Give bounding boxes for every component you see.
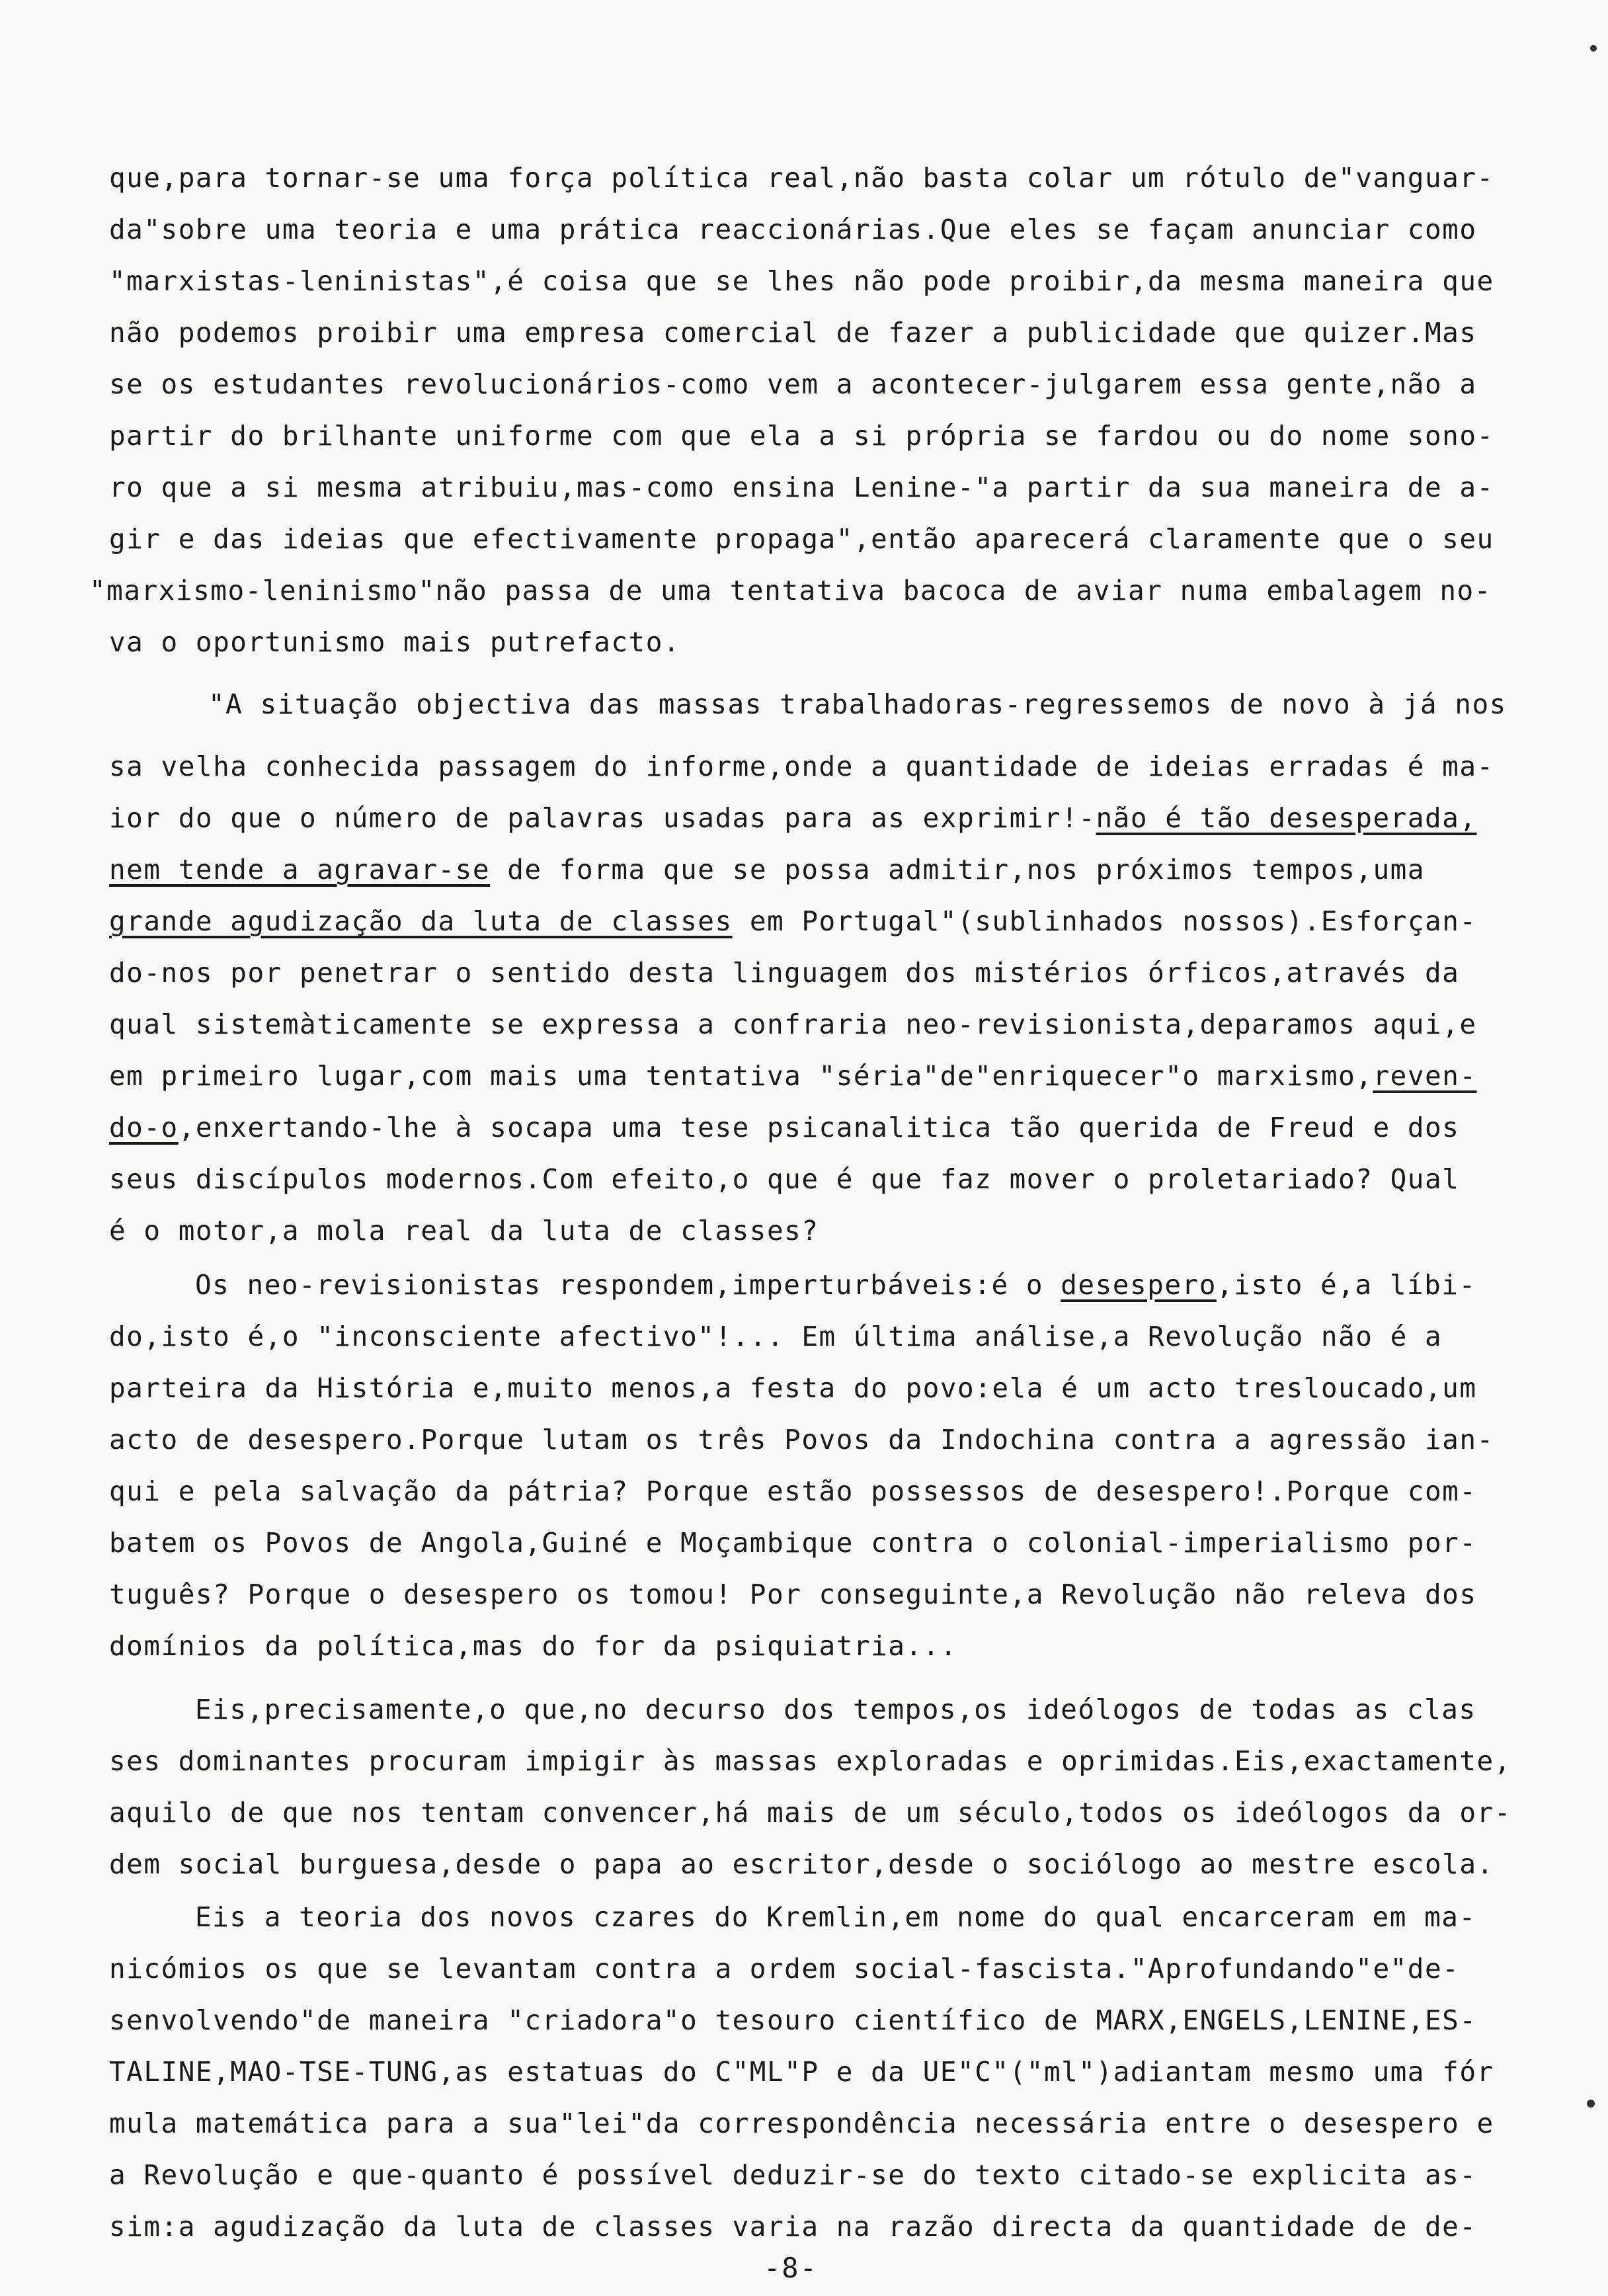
underlined-phrase: do-o	[109, 1112, 179, 1143]
text-run: Eis,precisamente,o que,no decurso dos tempos,os ideólogos de todas as clas	[195, 1694, 1476, 1725]
text-line	[109, 1629, 1498, 1662]
text-run: ro que a si mesma atribuiu,mas-como ensina Lenine-"a partir da sua maneira de a-	[109, 472, 1494, 503]
text-line	[109, 1111, 1498, 1144]
underlined-phrase: desespero	[1061, 1269, 1217, 1301]
text-run: é o motor,a mola real da luta de classes?	[109, 1215, 819, 1247]
underlined-phrase: não é tão desesperada,	[1096, 802, 1477, 834]
text-run: mula matemática para a sua"lei"da correspondência necessária entre o desespero e	[109, 2108, 1494, 2139]
text-line	[109, 905, 1498, 938]
text-run: sim:a agudização da luta de classes varia na razão directa da quantidade de de-	[109, 2211, 1477, 2242]
text-line	[109, 2158, 1498, 2192]
text-line	[109, 1320, 1498, 1353]
text-line	[109, 368, 1498, 401]
text-line	[109, 419, 1498, 452]
text-run: "A situação objectiva das massas trabalhadoras-regressemos de novo à já nos	[208, 688, 1507, 720]
text-line	[109, 1423, 1498, 1456]
text-run: do-nos por penetrar o sentido desta linguagem dos mistérios órficos,através da	[109, 957, 1460, 989]
text-line	[109, 626, 1498, 659]
text-run: gir e das ideias que efectivamente propaga",então aparecerá claramente que o seu	[109, 523, 1494, 555]
text-run: batem os Povos de Angola,Guiné e Moçambique contra o colonial-imperialismo por-	[109, 1527, 1477, 1559]
text-run: qual sistemàticamente se expressa a confraria neo-revisionista,deparamos aqui,e	[109, 1008, 1477, 1040]
text-run: seus discípulos modernos.Com efeito,o que é que faz mover o proletariado? Qual	[109, 1163, 1460, 1195]
text-run: em Portugal"(sublinhados nossos).Esforçan-	[732, 905, 1477, 937]
text-run: domínios da política,mas do for da psiquiatria...	[109, 1630, 958, 1662]
text-run: a Revolução e que-quanto é possível deduzir-se do texto citado-se explicita as-	[109, 2159, 1477, 2191]
text-run: acto de desespero.Porque lutam os três Povos da Indochina contra a agressão ian-	[109, 1424, 1494, 1456]
text-line	[109, 2055, 1498, 2088]
text-run: Eis a teoria dos novos czares do Kremlin,em nome do qual encarceram em ma-	[195, 1901, 1476, 1933]
text-run: parteira da História e,muito menos,a festa do povo:ela é um acto tresloucado,um	[109, 1372, 1477, 1404]
text-line	[109, 265, 1498, 298]
text-line	[195, 1693, 1584, 1726]
text-run: senvolvendo"de maneira "criadora"o tesouro científico de MARX,ENGELS,LENINE,ES-	[109, 2004, 1477, 2036]
text-line	[208, 688, 1597, 721]
text-run: que,para tornar-se uma força política real,não basta colar um rótulo de"vanguar-	[109, 162, 1494, 194]
text-line	[109, 1163, 1498, 1196]
text-run: aquilo de que nos tentam convencer,há mais de um século,todos os ideólogos da or-	[109, 1797, 1511, 1828]
text-line	[109, 2107, 1498, 2140]
text-line	[109, 1744, 1511, 1778]
text-run: ,isto é,a líbi-	[1216, 1269, 1476, 1301]
text-run: Os neo-revisionistas respondem,imperturbáveis:é o	[195, 1269, 1061, 1301]
text-line	[109, 316, 1498, 349]
text-line	[89, 574, 1492, 607]
text-run: sa velha conhecida passagem do informe,onde a quantidade de ideias erradas é ma-	[109, 751, 1494, 782]
text-run: do,isto é,o "inconsciente afectivo"!... Em última análise,a Revolução não é a	[109, 1321, 1443, 1352]
text-line	[109, 213, 1498, 246]
text-line	[109, 471, 1498, 504]
text-line	[109, 750, 1498, 783]
text-line	[109, 1372, 1498, 1405]
text-run: qui e pela salvação da pátria? Porque estão possessos de desespero!.Porque com-	[109, 1475, 1477, 1507]
scan-speck	[1590, 45, 1597, 52]
text-line	[109, 2210, 1498, 2243]
text-run: tuguês? Porque o desespero os tomou! Por conseguinte,a Revolução não releva dos	[109, 1578, 1477, 1610]
page-number: -8-	[764, 2252, 818, 2284]
text-line	[109, 1796, 1511, 1829]
text-line	[109, 1059, 1498, 1092]
text-run: partir do brilhante uniforme com que ela a si própria se fardou ou do nome sono-	[109, 420, 1494, 452]
text-line	[109, 853, 1498, 886]
underlined-phrase: grande agudização da luta de classes	[109, 905, 733, 937]
text-run: va o oportunismo mais putrefacto.	[109, 626, 681, 658]
text-run: ,enxertando-lhe à socapa uma tese psicanalitica tão querida de Freud e dos	[178, 1112, 1460, 1143]
text-run: de forma que se possa admitir,nos próximos tempos,uma	[490, 854, 1426, 885]
text-line	[109, 1848, 1498, 1881]
text-line	[109, 1475, 1498, 1508]
text-line	[195, 1901, 1584, 1934]
scan-speck	[1587, 2100, 1595, 2108]
text-line	[109, 1008, 1498, 1041]
underlined-phrase: nem tende a agravar-se	[109, 854, 491, 885]
text-run: "marxistas-leninistas",é coisa que se lhes não pode proibir,da mesma maneira que	[109, 265, 1494, 297]
text-run: se os estudantes revolucionários-como vem a acontecer-julgarem essa gente,não a	[109, 368, 1477, 400]
text-line	[109, 1526, 1498, 1559]
text-run: em primeiro lugar,com mais uma tentativa "séria"de"enriquecer"o marxismo,	[109, 1060, 1373, 1092]
text-line	[109, 1578, 1498, 1611]
text-run: nicómios os que se levantam contra a ordem social-fascista."Aprofundando"e"de-	[109, 1953, 1460, 1985]
text-line	[109, 956, 1498, 989]
text-line	[109, 161, 1498, 194]
text-line	[109, 2004, 1498, 2037]
text-run: TALINE,MAO-TSE-TUNG,as estatuas do C"ML"P e da UE"C"("ml")adiantam mesmo uma fór	[109, 2056, 1494, 2088]
text-run: ses dominantes procuram impigir às massas exploradas e oprimidas.Eis,exactamente,	[109, 1745, 1511, 1777]
text-run: da"sobre uma teoria e uma prática reaccionárias.Que eles se façam anunciar como	[109, 214, 1477, 245]
text-line	[109, 801, 1498, 835]
text-line	[109, 522, 1498, 555]
underlined-phrase: reven-	[1373, 1060, 1477, 1092]
text-line	[195, 1268, 1584, 1301]
text-run: "marxismo-leninismo"não passa de uma tentativa bacoca de aviar numa embalagem no-	[89, 575, 1492, 606]
text-line	[109, 1952, 1498, 1985]
text-run: ior do que o número de palavras usadas para as exprimir!-	[109, 802, 1096, 834]
text-run: dem social burguesa,desde o papa ao escritor,desde o sociólogo ao mestre escola.	[109, 1848, 1494, 1880]
text-run: não podemos proibir uma empresa comercial de fazer a publicidade que quizer.Mas	[109, 317, 1477, 348]
text-line	[109, 1214, 1498, 1247]
